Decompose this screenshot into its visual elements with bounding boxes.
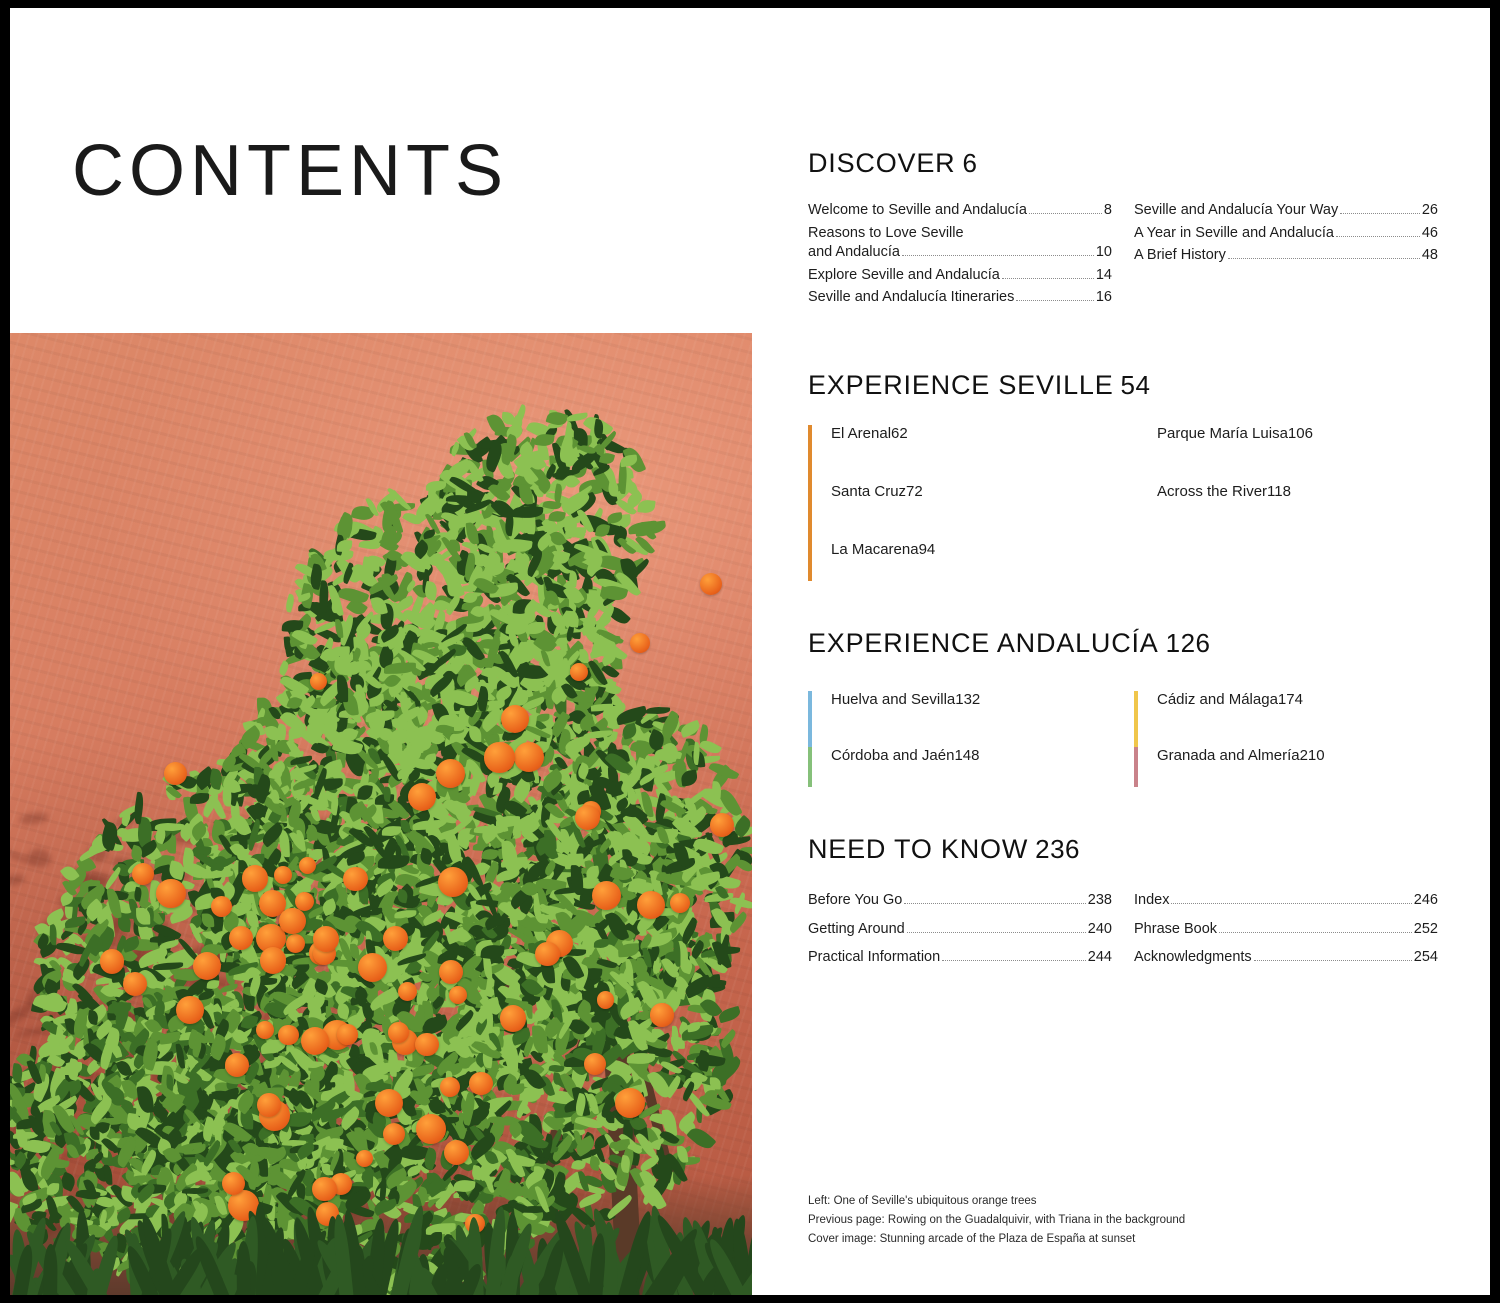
- toc-entry[interactable]: [1134, 891, 1438, 911]
- caption-left: Left: One of Seville's ubiquitous orange trees: [808, 1195, 1037, 1208]
- toc-entry[interactable]: [1134, 224, 1438, 244]
- toc-entry-page: 16: [1095, 289, 1112, 306]
- toc-entry-label: Huelva and Sevilla: [831, 691, 956, 708]
- leader-dots: [1228, 257, 1420, 259]
- toc-entry[interactable]: [808, 288, 1112, 308]
- toc-entry[interactable]: [1134, 920, 1438, 940]
- toc-entry-label: Cádiz and Málaga: [1157, 691, 1278, 708]
- section-discover: [808, 148, 1438, 311]
- toc-entry-page: 48: [1421, 247, 1438, 264]
- toc-entry-page: 174: [1277, 691, 1303, 708]
- andalucia-column-1: [808, 691, 1112, 787]
- orange-tree-photo: [10, 333, 752, 1295]
- toc-entry-label: Across the River: [1157, 483, 1268, 500]
- toc-entry-page: 46: [1421, 224, 1438, 241]
- toc-entry-label: Acknowledgments: [1134, 949, 1252, 966]
- toc-entry[interactable]: [808, 920, 1112, 940]
- leader-dots: [1219, 931, 1412, 933]
- section-experience-andalucia: [808, 628, 1438, 787]
- toc-entry[interactable]: [808, 691, 1112, 747]
- section-need-to-know: [808, 834, 1438, 971]
- toc-entry[interactable]: [808, 747, 1112, 787]
- caption-previous-page: Previous page: Rowing on the Guadalquivir, with Triana in the background: [808, 1214, 1186, 1227]
- seville-column-2: [1134, 425, 1438, 581]
- andalucia-column-2: [1134, 691, 1438, 787]
- toc-entry[interactable]: [1134, 948, 1438, 968]
- toc-entry-page: 14: [1095, 266, 1112, 283]
- section-title: DISCOVER: [808, 148, 956, 178]
- leader-dots: [907, 931, 1086, 933]
- toc-entry[interactable]: [808, 891, 1112, 911]
- leader-dots: [1171, 902, 1411, 904]
- toc-entry-page: 254: [1413, 949, 1438, 966]
- section-title: EXPERIENCE SEVILLE: [808, 370, 1114, 400]
- leader-dots: [904, 902, 1085, 904]
- toc-entry-label: Before You Go: [808, 892, 903, 908]
- toc-entry-page: 72: [906, 483, 923, 500]
- toc-entry-page: 210: [1299, 747, 1325, 764]
- toc-entry[interactable]: [808, 266, 1112, 286]
- need-to-know-column-2: [1134, 891, 1438, 971]
- toc-entry-page: 8: [1103, 202, 1112, 218]
- toc-entry-page: 240: [1087, 920, 1112, 937]
- leader-dots: [1016, 299, 1094, 301]
- need-to-know-column-1: [808, 891, 1112, 971]
- toc-entry[interactable]: [1134, 483, 1438, 541]
- toc-entry[interactable]: [1134, 425, 1438, 483]
- toc-entry-label: Phrase Book: [1134, 920, 1218, 937]
- toc-entry-page: 62: [891, 425, 908, 442]
- leader-dots: [1254, 959, 1412, 961]
- seville-column-1: [808, 425, 1112, 581]
- toc-entry[interactable]: [808, 224, 1112, 263]
- toc-entry-page: 132: [955, 691, 981, 708]
- leader-dots: [942, 959, 1086, 961]
- toc-entry-page: 26: [1421, 202, 1438, 218]
- toc-entry[interactable]: [1134, 691, 1438, 747]
- toc-entry-page: 252: [1413, 920, 1438, 937]
- leader-dots: [1340, 212, 1420, 214]
- toc-entry-label: El Arenal: [831, 425, 892, 442]
- leader-dots: [1002, 277, 1094, 279]
- section-page: 6: [962, 148, 978, 178]
- leader-dots: [902, 254, 1094, 256]
- toc-entry[interactable]: [808, 541, 1112, 581]
- toc-entry-label: Seville and Andalucía Itineraries: [808, 289, 1015, 306]
- toc-entry-page: 238: [1087, 892, 1112, 908]
- photo-captions: [808, 1192, 1185, 1249]
- toc-entry-label: La Macarena: [831, 541, 919, 558]
- toc-entry-label: Explore Seville and Andalucía: [808, 266, 1000, 283]
- toc-entry-page: 118: [1267, 483, 1291, 500]
- toc-entry-page: 106: [1287, 425, 1313, 442]
- toc-entry-page: 10: [1095, 244, 1112, 261]
- toc-entry-label: Practical Information: [808, 949, 941, 966]
- toc-entry-label-line2: and Andalucía: [808, 244, 900, 261]
- toc-entry[interactable]: [1134, 747, 1438, 787]
- toc-entry-label: Seville and Andalucía Your Way: [1134, 202, 1339, 218]
- section-experience-seville: [808, 370, 1438, 581]
- section-page: 126: [1165, 628, 1211, 658]
- section-page: 236: [1035, 834, 1081, 864]
- toc-entry-label: A Year in Seville and Andalucía: [1134, 224, 1334, 241]
- toc-entry[interactable]: [1134, 246, 1438, 266]
- leader-dots: [1336, 235, 1420, 237]
- toc-entry[interactable]: [1134, 201, 1438, 221]
- section-heading-discover: [808, 148, 1438, 179]
- toc-entry-label: Getting Around: [808, 920, 905, 937]
- toc-entry-label: Reasons to Love Seville: [808, 224, 964, 241]
- caption-cover-image: Cover image: Stunning arcade of the Plaza de España at sunset: [808, 1233, 1136, 1246]
- section-heading-need-to-know: [808, 834, 1438, 865]
- section-page: 54: [1120, 370, 1151, 400]
- toc-entry-page: 244: [1087, 949, 1112, 966]
- toc-entry[interactable]: [808, 201, 1112, 221]
- leader-dots: [1029, 212, 1102, 214]
- right-column: [752, 8, 1490, 1295]
- toc-entry-label: Index: [1134, 892, 1170, 908]
- toc-entry-label: Granada and Almería: [1157, 747, 1300, 764]
- discover-column-2: [1134, 201, 1438, 311]
- book-page: [10, 8, 1490, 1295]
- toc-entry-page: 94: [918, 541, 936, 558]
- section-title: NEED TO KNOW: [808, 834, 1029, 864]
- page-title: CONTENTS: [72, 131, 508, 211]
- section-title: EXPERIENCE ANDALUCÍA: [808, 628, 1159, 658]
- toc-entry-page: 246: [1413, 892, 1438, 908]
- left-column: [10, 8, 752, 1295]
- discover-column-1: [808, 201, 1112, 311]
- section-heading-experience-seville: [808, 370, 1438, 401]
- toc-entry-page: 148: [954, 747, 980, 764]
- toc-entry-label: Parque María Luisa: [1157, 425, 1288, 442]
- section-heading-experience-andalucia: [808, 628, 1438, 659]
- toc-entry[interactable]: [808, 948, 1112, 968]
- toc-entry-label: Welcome to Seville and Andalucía: [808, 202, 1027, 218]
- toc-entry-label: A Brief History: [1134, 247, 1226, 264]
- toc-entry[interactable]: [808, 483, 1112, 541]
- toc-entry-label: Córdoba and Jaén: [831, 747, 955, 764]
- toc-entry-label: Santa Cruz: [831, 483, 907, 500]
- toc-entry[interactable]: [808, 425, 1112, 483]
